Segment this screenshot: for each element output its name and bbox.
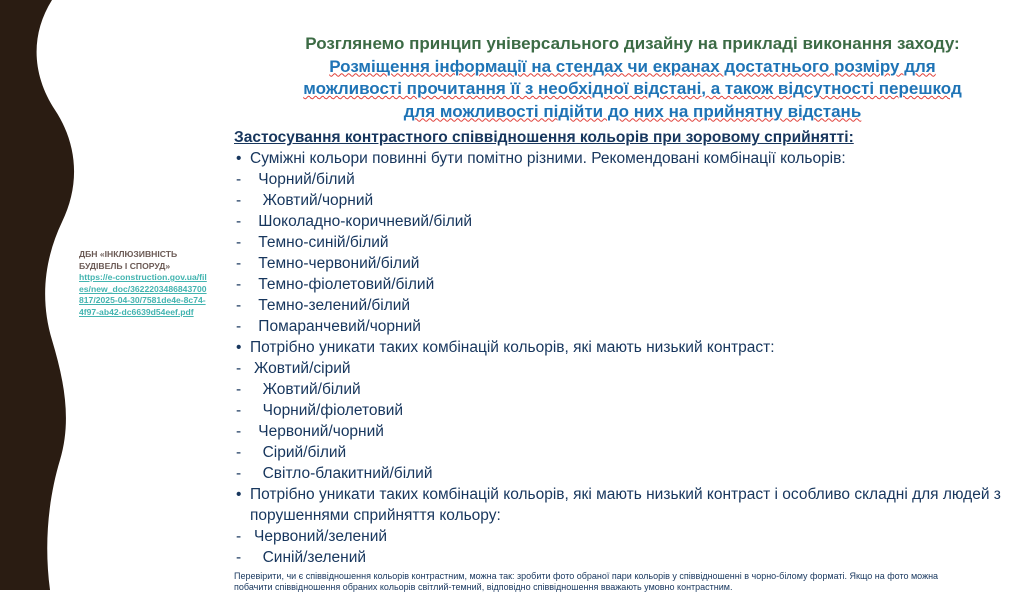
dash-mark: -	[236, 276, 242, 293]
dash-item	[234, 526, 1024, 547]
item-text: Червоний/зелений	[254, 528, 388, 545]
source-link[interactable]: https://e-construction.gov.ua/files/new_doc/3622203486843700817/2025-04-30/7581de4e-8c74-4f97-ab42-dc6639d54eef.pdf	[79, 272, 207, 317]
slide-title	[285, 33, 980, 123]
content-body	[234, 127, 1024, 568]
dash-item	[234, 316, 1024, 337]
dash-mark: -	[236, 234, 242, 251]
bullet-mark: •	[236, 339, 242, 356]
dash-mark: -	[236, 528, 242, 545]
dash-mark: -	[236, 360, 242, 377]
item-text: Синій/зелений	[254, 549, 367, 566]
item-text: Потрібно уникати таких комбінацій кольорів, які мають низький контраст:	[250, 339, 775, 356]
dash-item	[234, 463, 1024, 484]
section-heading: Застосування контрастного співвідношення кольорів при зоровому сприйнятті:	[234, 129, 854, 146]
item-text: Сірий/білий	[254, 444, 347, 461]
dash-item	[234, 190, 1024, 211]
dash-item	[234, 547, 1024, 568]
dash-mark: -	[236, 402, 242, 419]
dash-mark: -	[236, 465, 242, 482]
dash-mark: -	[236, 423, 242, 440]
title-line-2: Розміщення інформації на стендах чи екранах достатнього розміру для	[329, 56, 936, 76]
dash-mark: -	[236, 549, 242, 566]
item-text: Потрібно уникати таких комбінацій кольорів, які мають низький контраст і особливо складні для людей з	[250, 486, 1001, 503]
continuation-line	[234, 505, 1024, 526]
dash-item	[234, 421, 1024, 442]
dash-item	[234, 295, 1024, 316]
item-text: Темно-червоний/білий	[254, 255, 420, 272]
item-text: Шоколадно-коричневий/білий	[254, 213, 473, 230]
dash-item	[234, 442, 1024, 463]
item-text: порушеннями сприйняття кольору:	[250, 507, 501, 524]
decorative-wave-band	[0, 0, 90, 590]
footnote-line-1: Перевірити, чи є співвідношення кольорів контрастним, можна так: зробити фото обраної пари кольорів у співвідношенні в чорно-білому форматі. Якщо на фото можна	[234, 571, 939, 581]
footnote-line-2: побачити співвідношення обраних кольорів світлий-темний, відповідно співвідношення вважають умовно контрастним.	[234, 582, 733, 592]
item-text: Чорний/фіолетовий	[254, 402, 404, 419]
dash-item	[234, 379, 1024, 400]
dash-item	[234, 274, 1024, 295]
item-text: Червоний/чорний	[254, 423, 384, 440]
dash-mark: -	[236, 171, 242, 188]
item-text: Світло-блакитний/білий	[254, 465, 433, 482]
item-text: Темно-синій/білий	[254, 234, 389, 251]
title-line-1: Розглянемо принцип універсального дизайну на прикладі виконання заходу:	[305, 34, 960, 53]
dash-item	[234, 358, 1024, 379]
dash-mark: -	[236, 213, 242, 230]
title-line-4: для можливості підійти до них на прийнятну відстань	[403, 101, 862, 121]
item-text: Темно-зелений/білий	[254, 297, 411, 314]
source-title: ДБН «ІНКЛЮЗИВНІСТЬ БУДІВЕЛЬ І СПОРУД»	[79, 249, 178, 271]
dash-mark: -	[236, 255, 242, 272]
dash-item	[234, 211, 1024, 232]
dash-item	[234, 169, 1024, 190]
item-text: Помаранчевий/чорний	[254, 318, 421, 335]
bullet-item	[234, 484, 1024, 505]
dash-item	[234, 232, 1024, 253]
dash-item	[234, 253, 1024, 274]
bullet-mark: •	[236, 486, 242, 503]
item-text: Жовтий/чорний	[254, 192, 374, 209]
item-text: Жовтий/сірий	[254, 360, 351, 377]
item-text: Жовтий/білий	[254, 381, 361, 398]
content-list	[234, 148, 1024, 568]
dash-mark: -	[236, 318, 242, 335]
dash-mark: -	[236, 192, 242, 209]
bullet-item	[234, 148, 1024, 169]
sidebar-source-note	[79, 249, 209, 318]
bullet-item	[234, 337, 1024, 358]
item-text: Чорний/білий	[254, 171, 355, 188]
item-text: Темно-фіолетовий/білий	[254, 276, 435, 293]
title-line-3: можливості прочитання її з необхідної відстані, а також відсутності перешкод	[303, 79, 962, 98]
item-text: Суміжні кольори повинні бути помітно різними. Рекомендовані комбінації кольорів:	[250, 150, 846, 167]
dash-mark: -	[236, 381, 242, 398]
dash-mark: -	[236, 297, 242, 314]
bullet-mark: •	[236, 150, 242, 167]
dash-mark: -	[236, 444, 242, 461]
dash-item	[234, 400, 1024, 421]
